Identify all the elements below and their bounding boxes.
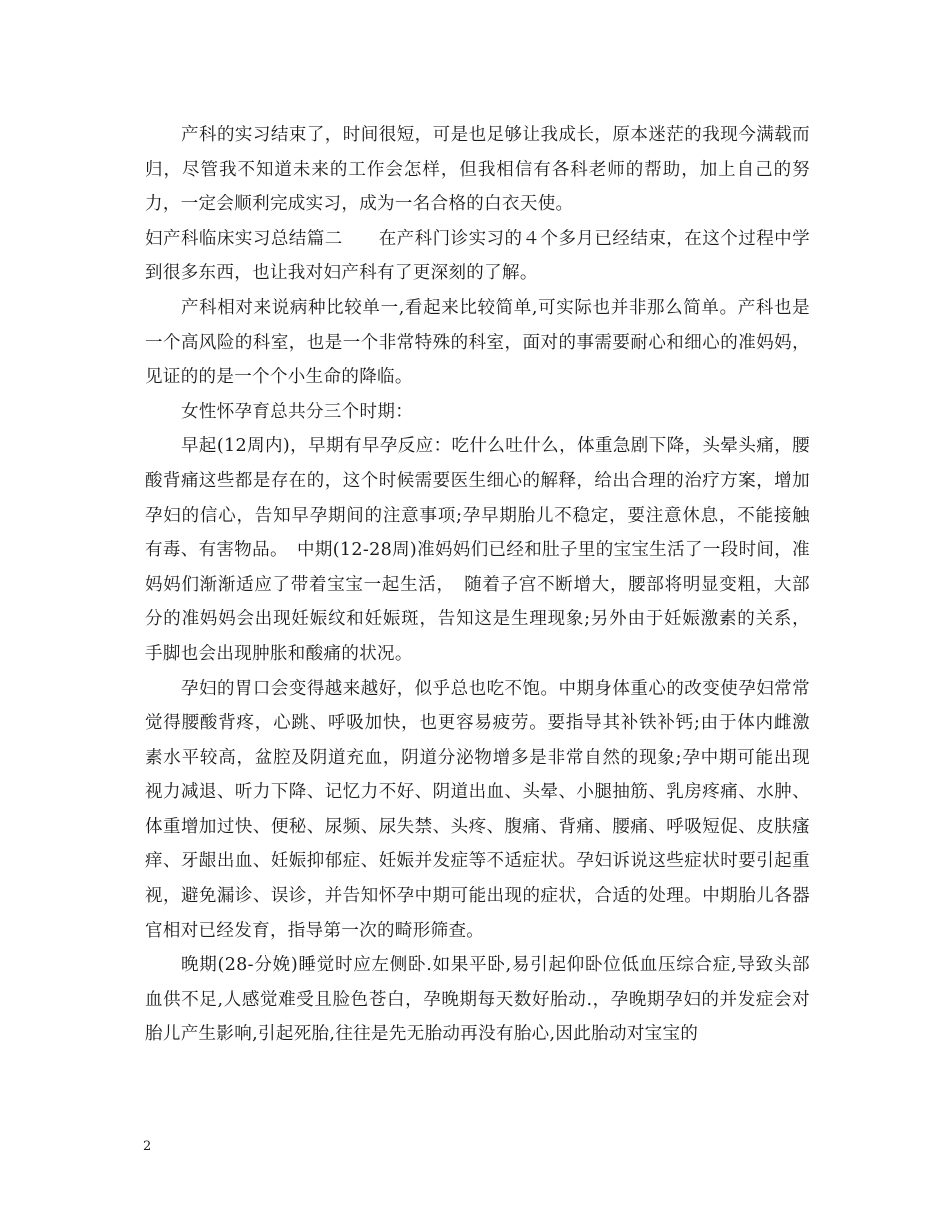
paragraph-5: 早起(12周内)，早期有早孕反应：吃什么吐什么，体重急剧下降，头晕头痛，腰酸背痛这些都是存在的，这个时候需要医生细心的解释，给出合理的治疗方案，增加孕妇的信心，告知早孕期间的注意事项;孕早期胎儿不稳定，要注意休息，不能接触有毒、有害物品。 中期(12-28周)准妈妈们已经和肚子里的宝宝生活了一段时间，准妈妈们渐渐适应了带着宝宝一起生活， 随着子宫不断增大，腰部将明显变粗，大部分的准妈妈会出现妊娠纹和妊娠斑，告知这是生理现象;另外由于妊娠激素的关系，手脚也会出现肿胀和酸痛的状况。: [145, 436, 810, 664]
paragraph-4: 女性怀孕育总共分三个时期：: [181, 401, 414, 422]
page-number: 2: [143, 1139, 152, 1154]
paragraph-2-section-heading: 妇产科临床实习总结篇二 在产科门诊实习的４个多月已经结束，在这个过程中学到很多东西，也让我对妇产科有了更深刻的了解。: [145, 228, 810, 284]
paragraph-6: 孕妇的胃口会变得越来越好，似乎总也吃不饱。中期身体重心的改变使孕妇常常觉得腰酸背疼，心跳、呼吸加快，也更容易疲劳。要指导其补铁补钙;由于体内雌激素水平较高，盆腔及阴道充血，阴道分泌物增多是非常自然的现象;孕中期可能出现视力减退、听力下降、记忆力不好、阴道出血、头晕、小腿抽筋、乳房疼痛、水肿、体重增加过快、便秘、尿频、尿失禁、头疼、腹痛、背痛、腰痛、呼吸短促、皮肤瘙痒、牙龈出血、妊娠抑郁症、妊娠并发症等不适症状。孕妇诉说这些症状时要引起重视，避免漏诊、误诊，并告知怀孕中期可能出现的症状，合适的处理。中期胎儿各器官相对已经发育，指导第一次的畸形筛查。: [145, 678, 810, 941]
paragraph-3: 产科相对来说病种比较单一,看起来比较简单,可实际也并非那么简单。产科也是一个高风险的科室，也是一个非常特殊的科室，面对的事需要耐心和细心的准妈妈，见证的的是一个个小生命的降临。: [145, 297, 810, 388]
paragraph-1: 产科的实习结束了，时间很短，可是也足够让我成长，原本迷茫的我现今满载而归，尽管我不知道未来的工作会怎样，但我相信有各科老师的帮助，加上自己的努力，一定会顺利完成实习，成为一名合格的白衣天使。: [145, 125, 810, 215]
paragraph-7: 晚期(28-分娩)睡觉时应左侧卧.如果平卧,易引起仰卧位低血压综合症,导致头部血供不足,人感觉难受且脸色苍白，孕晚期每天数好胎动.，孕晚期孕妇的并发症会对胎儿产生影响,引起死胎,往往是先无胎动再没有胎心,因此胎动对宝宝的: [145, 955, 810, 1045]
document-body: [145, 118, 810, 1052]
